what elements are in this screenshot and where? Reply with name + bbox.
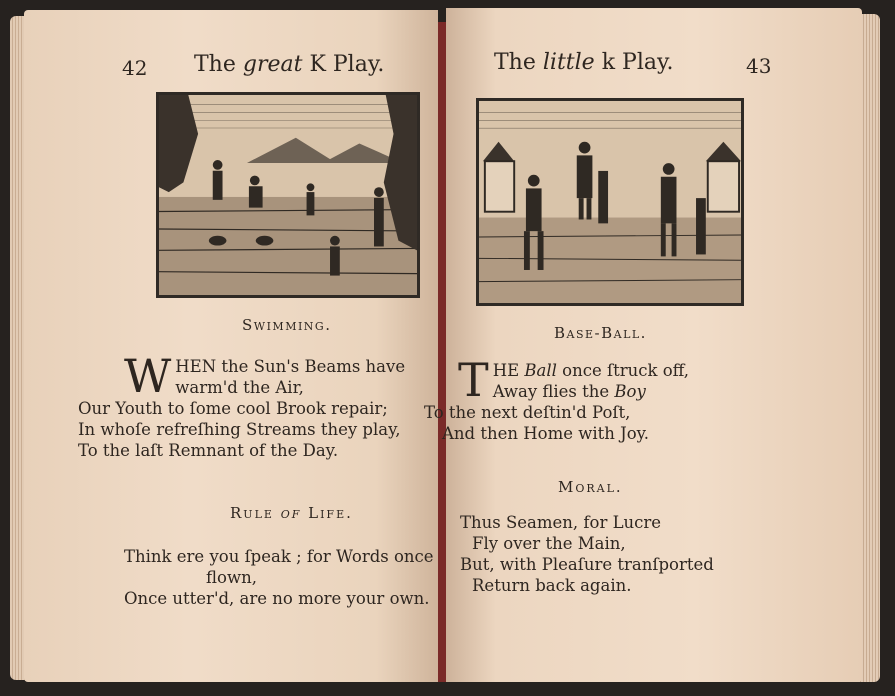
illustration-caption: Swimming. [242, 316, 332, 334]
moral-verse [460, 512, 714, 596]
verse-line: warm'd the Air, [175, 378, 304, 397]
verse-line: But, with Pleaſure tranſported [460, 555, 714, 574]
woodcut-baseball-illustration [476, 98, 744, 306]
left-page [24, 10, 438, 682]
drop-cap: T [458, 353, 489, 407]
woodcut-swimming-illustration [156, 92, 420, 298]
verse-line: To the laſt Remnant of the Day. [78, 441, 339, 460]
right-page [424, 8, 862, 682]
verse-line: Our Youth to ſome cool Brook repair; [78, 399, 388, 418]
running-header: The little k Play. [494, 50, 674, 75]
rule-verse [124, 546, 434, 609]
drop-cap: W [124, 349, 172, 403]
verse-line: Thus Seamen, for Lucre [460, 513, 662, 532]
moral-heading: Moral. [558, 478, 623, 496]
verse-line: HE Ball once ſtruck off, [492, 361, 690, 380]
section-heading: Rule of Life. [230, 504, 353, 522]
verse-line: And then Home with Joy. [442, 424, 650, 443]
verse-line: Think ere you ſpeak ; for Words once [124, 547, 434, 566]
illustration-caption: Base-Ball. [554, 324, 647, 342]
verse-line: In whoſe refreſhing Streams they play, [78, 420, 401, 439]
verse-line: Away flies the Boy [492, 382, 646, 401]
verse-stanza [424, 353, 798, 444]
page-number: 43 [746, 54, 772, 78]
verse-line: To the next deſtin'd Poſt, [424, 403, 631, 422]
verse-line: Return back again. [472, 576, 632, 595]
verse-line: flown, [206, 568, 257, 587]
running-header: The great K Play. [194, 52, 385, 77]
page-number: 42 [122, 56, 148, 80]
verse-line: Once utter'd, are no more your own. [124, 589, 430, 608]
verse-line: HEN the Sun's Beams have [175, 357, 406, 376]
verse-stanza [78, 349, 436, 461]
verse-line: Fly over the Main, [472, 534, 626, 553]
